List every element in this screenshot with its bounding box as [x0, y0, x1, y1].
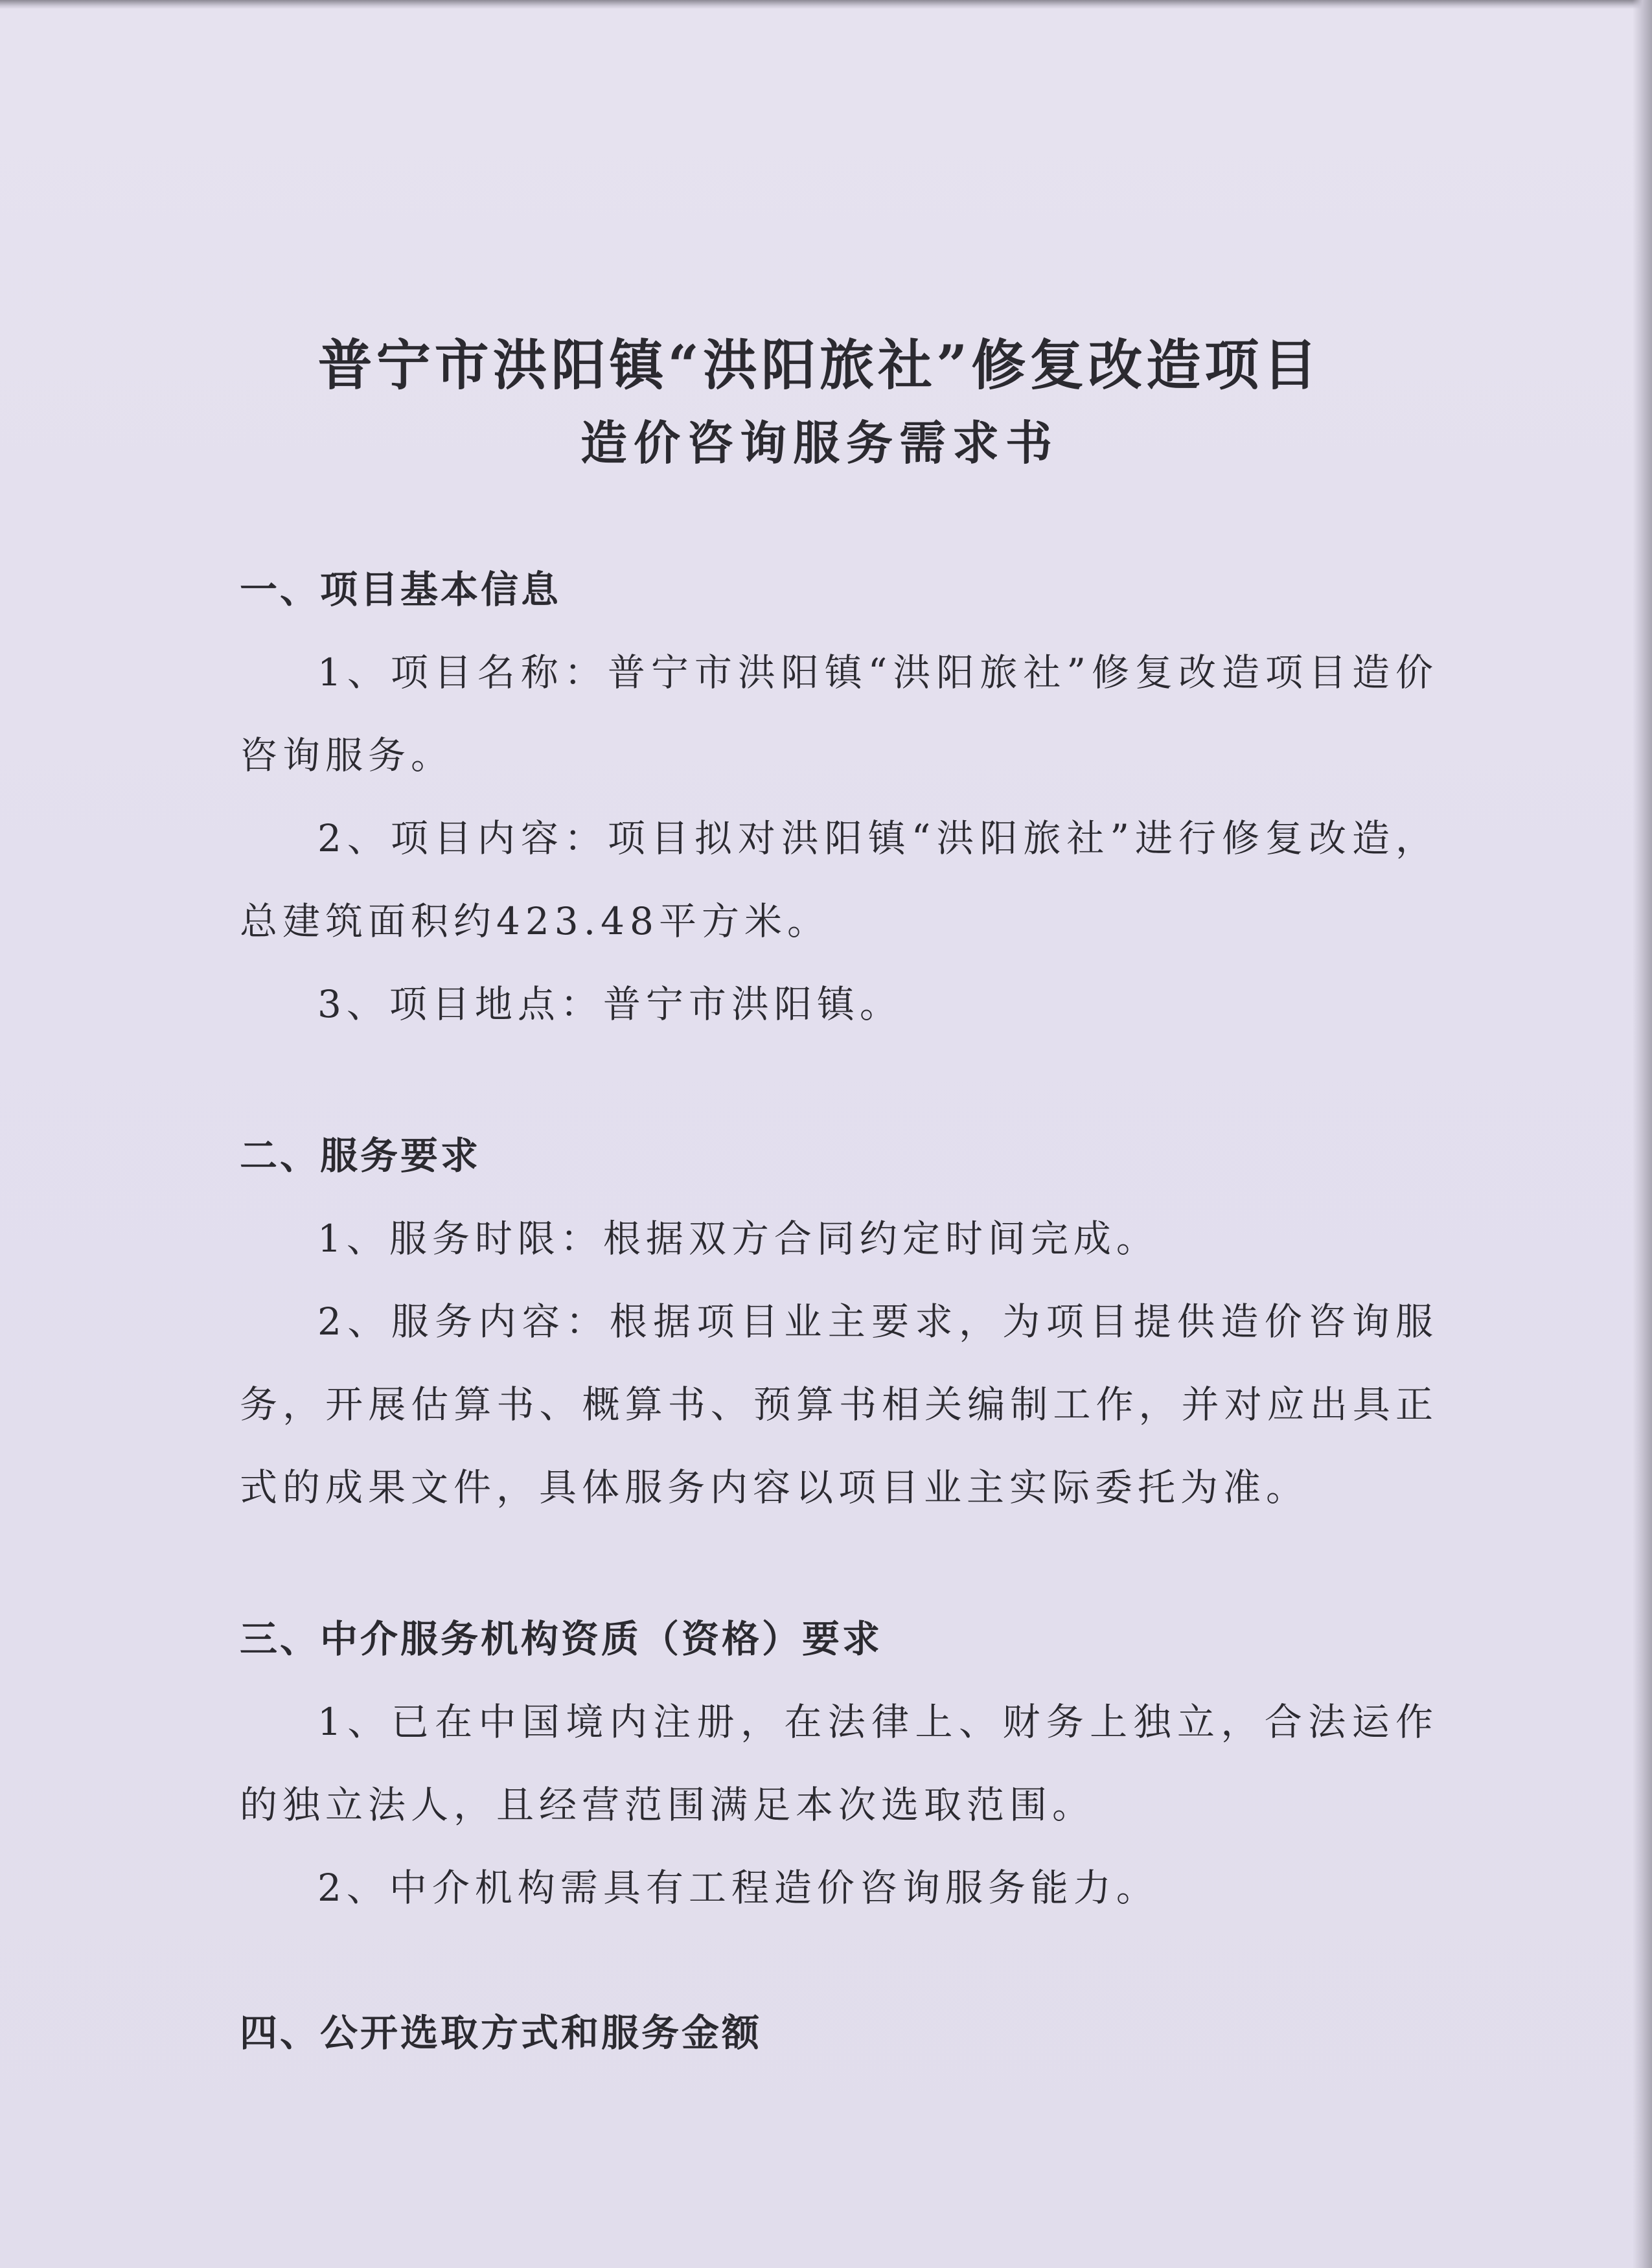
section-selection-method: [240, 2007, 1438, 2059]
section-service-requirements: [240, 1130, 1438, 1529]
section-heading: 二、服务要求: [240, 1134, 481, 1178]
section-project-basic-info: [240, 564, 1438, 1046]
paragraph-registration-requirement: 1、已在中国境内注册，在法律上、财务上独立，合法运作的独立法人，且经营范围满足本次选取范围。: [240, 1700, 1438, 1827]
scan-right-edge-shadow: [1633, 0, 1652, 2268]
section-agency-qualification: [240, 1613, 1438, 1929]
paragraph-project-content: 2、项目内容：项目拟对洪阳镇“洪阳旅社”进行修复改造，总建筑面积约423.48平方米。: [240, 816, 1438, 943]
scan-top-edge-shadow: [0, 0, 1652, 9]
paragraph-service-content: 2、服务内容：根据项目业主要求，为项目提供造价咨询服务，开展估算书、概算书、预算书相关编制工作，并对应出具正式的成果文件，具体服务内容以项目业主实际委托为准。: [240, 1300, 1438, 1509]
paragraph-service-time-limit: 1、服务时限：根据双方合同约定时间完成。: [317, 1217, 1159, 1261]
document-title: 普宁市洪阳镇“洪阳旅社”修复改造项目: [317, 333, 1322, 397]
document-body: [240, 324, 1438, 2059]
paragraph-project-name: 1、项目名称：普宁市洪阳镇“洪阳旅社”修复改造项目造价咨询服务。: [240, 650, 1438, 777]
section-heading: 一、项目基本信息: [240, 567, 562, 612]
paragraph-capability-requirement: 2、中介机构需具有工程造价咨询服务能力。: [317, 1866, 1159, 1910]
paragraph-project-location: 3、项目地点：普宁市洪阳镇。: [317, 982, 902, 1026]
section-heading: 三、中介服务机构资质（资格）要求: [240, 1617, 883, 1661]
document-subtitle: 造价咨询服务需求书: [580, 415, 1059, 470]
section-heading: 四、公开选取方式和服务金额: [240, 2011, 763, 2055]
